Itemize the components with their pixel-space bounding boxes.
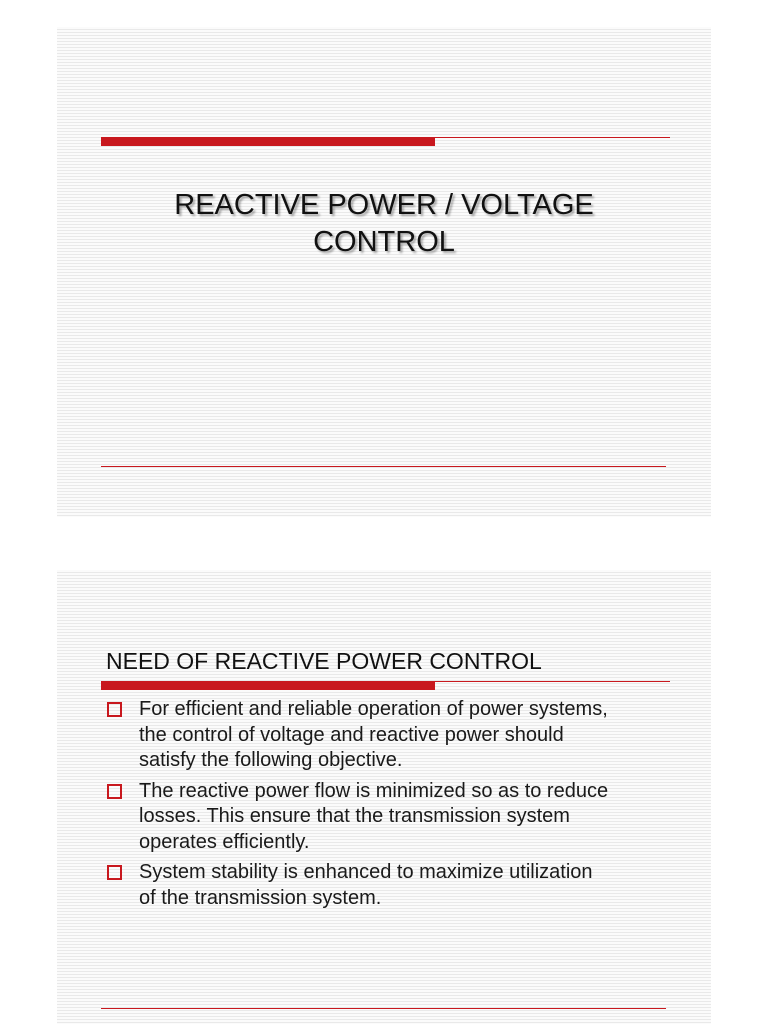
hollow-square-icon <box>107 865 122 880</box>
accent-line-bottom <box>101 1008 666 1009</box>
accent-bar-top <box>101 137 435 146</box>
accent-line-bottom <box>101 466 666 467</box>
bullet-text-line: System stability is enhanced to maximize utilization <box>139 861 593 883</box>
accent-line-top <box>435 137 670 138</box>
slide-title-text <box>57 187 711 261</box>
slide-heading: NEED OF REACTIVE POWER CONTROL <box>106 648 542 674</box>
list-item <box>103 697 673 774</box>
slide-title <box>57 27 711 517</box>
bullet-text-line: For efficient and reliable operation of power systems, <box>139 698 608 720</box>
accent-line-top <box>435 681 670 682</box>
title-line-2: CONTROL <box>313 226 455 258</box>
accent-bar-top <box>101 681 435 690</box>
bullet-text-line: The reactive power flow is minimized so as to reduce <box>139 779 609 802</box>
bullet-text-line: operates efficiently. <box>139 830 310 853</box>
list-item <box>103 860 673 911</box>
bullet-text-line: satisfy the following objective. <box>139 749 403 771</box>
title-line-1: REACTIVE POWER / VOLTAGE <box>174 189 594 221</box>
hollow-square-icon <box>107 702 122 717</box>
bullet-list <box>103 697 673 916</box>
bullet-text-line: losses. This ensure that the transmission system <box>139 805 570 827</box>
bullet-text-line: of the transmission system. <box>139 886 382 909</box>
list-item <box>103 779 673 856</box>
bullet-text-line: the control of voltage and reactive power should <box>139 723 564 746</box>
hollow-square-icon <box>107 784 122 799</box>
slide-content <box>57 570 711 1024</box>
